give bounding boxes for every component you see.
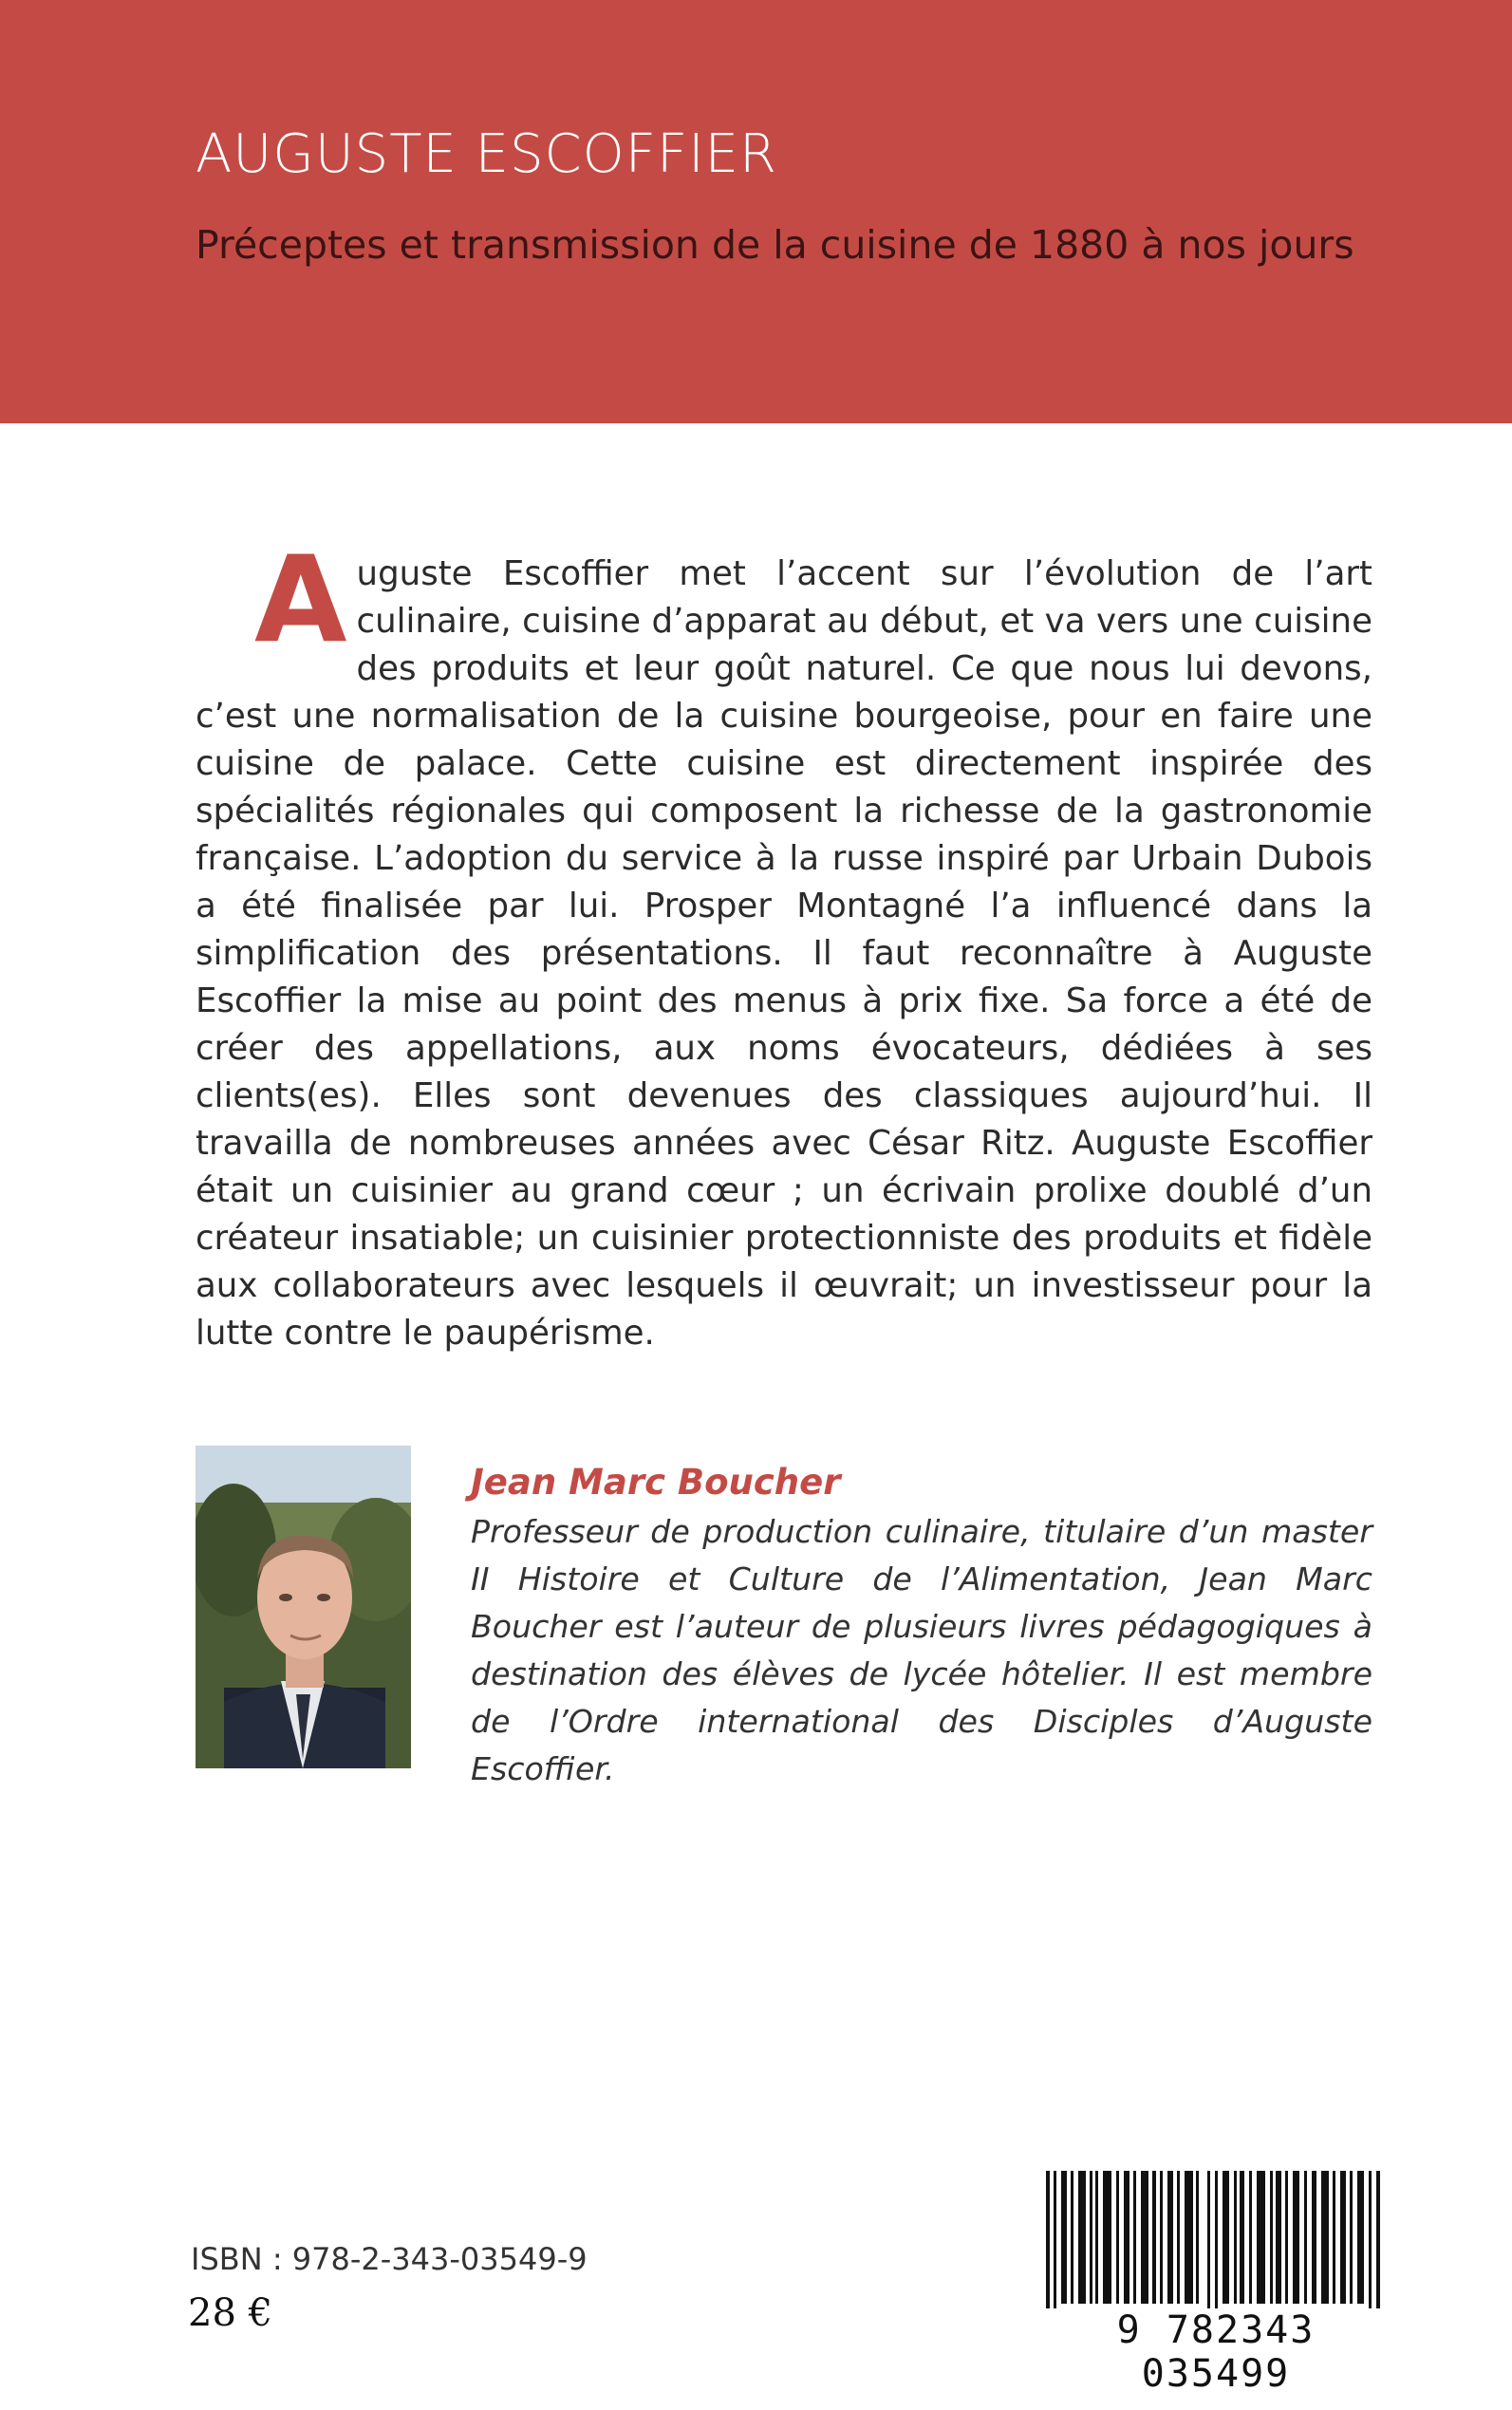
header-band: [0, 0, 1512, 423]
isbn-label: ISBN : 978-2-343-03549-9: [191, 2241, 588, 2277]
book-title: AUGUSTE ESCOFFIER: [196, 123, 777, 185]
drop-cap: A: [254, 530, 347, 669]
book-subtitle: Préceptes et transmission de la cuisine de 1880 à nos jours: [196, 222, 1354, 268]
price-label: 28 €: [188, 2291, 273, 2335]
blurb-text: uguste Escoffier met l’accent sur l’évolution de l’art culinaire, cuisine d’apparat au début, et va vers une cuisine des produits et leur goût naturel. Ce que nous lui devons, c’est une normalisation de la cuisine bourgeoise, pour en faire une cuisine de palace. Cette cuisine est directement inspirée des spécialités régionales qui composent la richesse de la gastronomie française. L’adoption du service à la russe inspiré par Urbain Dubois a été finalisée par lui. Prosper Montagné l’a influencé dans la simplification des présentations. Il faut reconnaître à Auguste Escoffier la mise au point des menus à prix fixe. Sa force a été de créer des appellations, aux noms évocateurs, dédiées à ses clients(es). Elles sont devenues des classiques aujourd’hui. Il travailla de nombreuses années avec César Ritz. Auguste Escoffier était un cuisinier au grand cœur ; un écrivain prolixe doublé d’un créateur insatiable; un cuisinier protectionniste des produits et fidèle aux collaborateurs avec lesquels il œuvrait; un investisseur pour la lutte contre le paupérisme.: [196, 554, 1372, 1353]
blurb-paragraph: [196, 530, 1372, 1357]
author-bio: Professeur de production culinaire, titulaire d’un master II Histoire et Culture de l’Alimentation, Jean Marc Boucher est l’auteur de plusieurs livres pédagogiques à destination des élèves de lycée hôtelier. Il est membre de l’Ordre international des Disciples d’Auguste Escoffier.: [471, 1513, 1372, 1787]
author-portrait-icon: [196, 1446, 411, 1768]
author-photo: [196, 1446, 411, 1768]
barcode-digits: 9 782343 035499: [1044, 2308, 1388, 2396]
author-name: Jean Marc Boucher: [471, 1462, 841, 1503]
barcode-bars-icon: [1038, 2171, 1390, 2313]
